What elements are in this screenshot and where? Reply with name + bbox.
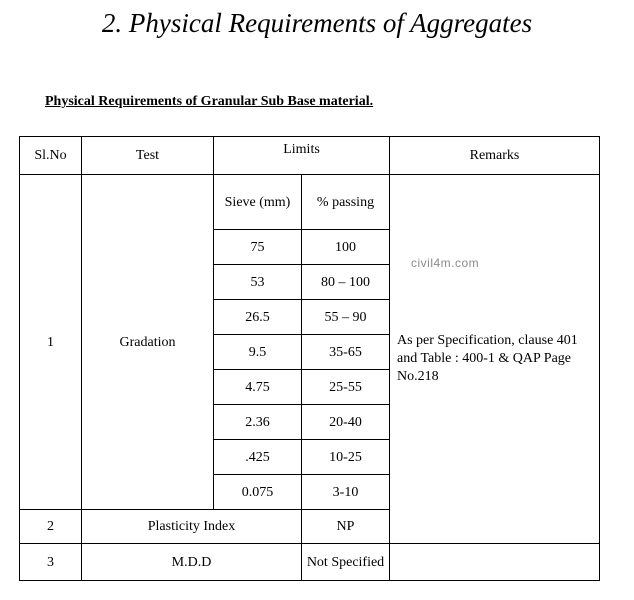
section-heading: Physical Requirements of Granular Sub Base material. bbox=[45, 94, 374, 109]
sieve-cell: 26.5 bbox=[214, 300, 302, 335]
plasticity-test: Plasticity Index bbox=[82, 510, 302, 544]
passing-cell: 55 – 90 bbox=[302, 300, 390, 335]
gradation-test: Gradation bbox=[82, 175, 214, 510]
subheader-passing: % passing bbox=[302, 175, 390, 230]
watermark: civil4m.com bbox=[411, 256, 480, 270]
sieve-cell: 2.36 bbox=[214, 405, 302, 440]
sieve-cell: 0.075 bbox=[214, 475, 302, 510]
gradation-remarks: As per Specification, clause 401 and Table : 400-1 & QAP Page No.218 bbox=[390, 175, 600, 544]
mdd-limit: Not Specified bbox=[302, 544, 390, 581]
mdd-test: M.D.D bbox=[82, 544, 302, 581]
mdd-remarks bbox=[390, 544, 600, 581]
passing-cell: 10-25 bbox=[302, 440, 390, 475]
plasticity-limit: NP bbox=[302, 510, 390, 544]
sieve-cell: 4.75 bbox=[214, 370, 302, 405]
mdd-sl-no: 3 bbox=[20, 544, 82, 581]
passing-cell: 20-40 bbox=[302, 405, 390, 440]
subheader-row bbox=[20, 175, 600, 230]
passing-cell: 100 bbox=[302, 230, 390, 265]
sieve-cell: 75 bbox=[214, 230, 302, 265]
sieve-cell: 53 bbox=[214, 265, 302, 300]
header-limits: Limits bbox=[214, 137, 390, 175]
requirements-table bbox=[19, 136, 600, 581]
passing-cell: 35-65 bbox=[302, 335, 390, 370]
header-remarks: Remarks bbox=[390, 137, 600, 175]
plasticity-sl-no: 2 bbox=[20, 510, 82, 544]
passing-cell: 25-55 bbox=[302, 370, 390, 405]
header-test: Test bbox=[82, 137, 214, 175]
mdd-row bbox=[20, 544, 600, 581]
header-row bbox=[20, 137, 600, 175]
gradation-sl-no: 1 bbox=[20, 175, 82, 510]
sieve-cell: .425 bbox=[214, 440, 302, 475]
sieve-cell: 9.5 bbox=[214, 335, 302, 370]
passing-cell: 3-10 bbox=[302, 475, 390, 510]
page-title: 2. Physical Requirements of Aggregates bbox=[101, 8, 533, 38]
header-sl-no: Sl.No bbox=[20, 137, 82, 175]
subheader-sieve: Sieve (mm) bbox=[214, 175, 302, 230]
passing-cell: 80 – 100 bbox=[302, 265, 390, 300]
